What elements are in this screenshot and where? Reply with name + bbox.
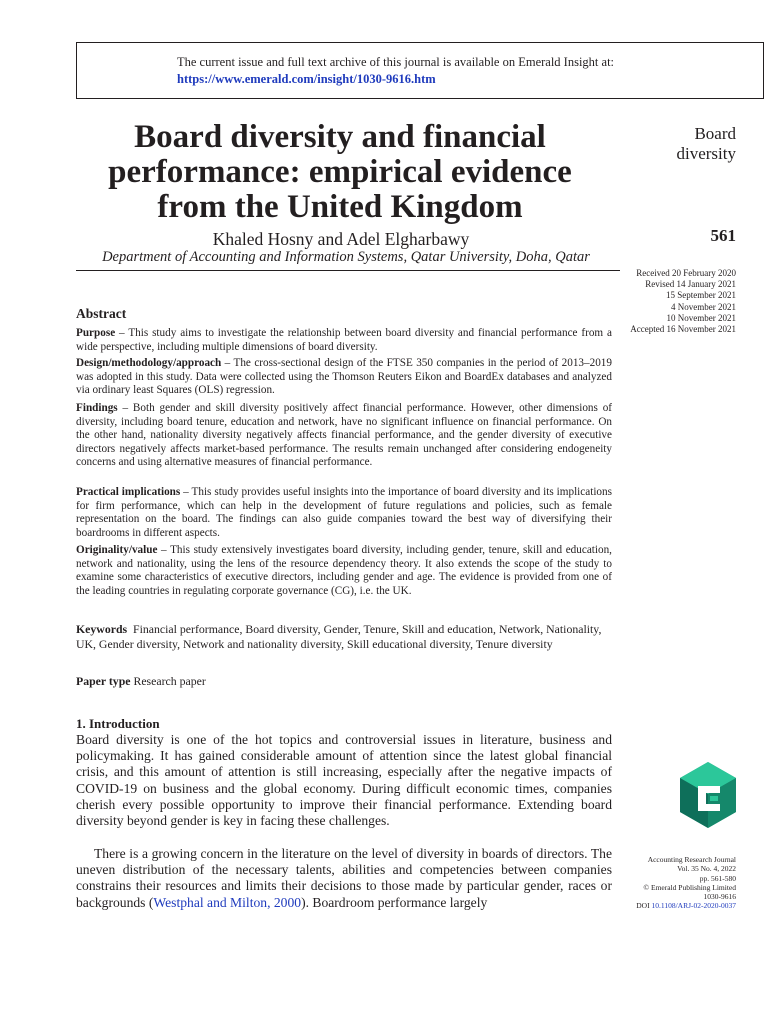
article-title — [70, 120, 610, 225]
section-text: This study provides useful insights into the importance of board diversity and its implications for firm performance, which can help in the development of future regulations and policies, such as female representation on the board. The findings can also guide companies toward the best way of diversifying their boardrooms in different aspects. — [76, 486, 612, 539]
date-line: Received 20 February 2020 — [636, 268, 736, 278]
abstract-heading: Abstract — [76, 306, 127, 321]
date-line: Revised 14 January 2021 — [645, 279, 736, 290]
section-label: Originality/value — [76, 544, 158, 556]
keywords-list: Financial performance, Board diversity, Gender, Tenure, Skill and education, Network, Nationality, UK, Gender diversity, Network and nationality diversity, Skill educational diversity, Tenure diversity — [76, 622, 602, 651]
abstract-design — [76, 357, 612, 398]
separator: – — [157, 544, 171, 556]
journal-name: Accounting Research Journal — [647, 855, 736, 864]
paragraph-text: There is a growing concern in the literature on the level of diversity in boards of directors. The uneven distribution of the necessary talents, abilities and competencies between companies constrains their resources and limits their decisions to those made by particular gender, races or backgrounds ( — [76, 846, 612, 910]
paper-type — [76, 674, 206, 689]
publisher: © Emerald Publishing Limited — [643, 882, 736, 892]
title-line: Board diversity and financial — [134, 119, 546, 155]
date-line: Accepted 16 November 2021 — [630, 324, 736, 335]
section-text: This study extensively investigates board diversity, including gender, tenure, skill and education, network and nationality, using the lens of the resource dependency theory. It also extends the scope of the study to examine some characteristics of executive directors, including gender and age. The evidence is provided from one of the leading countries in regulating corporate governance (CG), i.e. the UK. — [76, 544, 612, 597]
separator: – — [221, 357, 234, 369]
section-label: Practical implications — [76, 486, 181, 498]
section-text: The cross-sectional design of the FTSE 350 companies in the period of 2013–2019 was adopted in this study. Data were collected using the Thomson Reuters Eikon and BoardEx databases and analyzed via ordinary least Squares (OLS) regression. — [76, 357, 612, 396]
section-label: Findings — [76, 402, 118, 414]
section-text: This study aims to investigate the relationship between board diversity and financial performance from a wide perspective, including multiple dimensions of board diversity. — [76, 327, 612, 353]
abstract-findings — [76, 402, 612, 470]
separator: – — [115, 327, 129, 339]
doi-link[interactable]: 10.1108/ARJ-02-2020-0037 — [651, 901, 736, 911]
separator: – — [117, 402, 133, 414]
journal-link[interactable]: https://www.emerald.com/insight/1030-9616.htm — [177, 72, 436, 86]
header-rule — [76, 270, 620, 271]
history-dates — [612, 268, 736, 335]
abstract-originality — [76, 544, 612, 598]
keywords — [76, 622, 616, 652]
date-line: 4 November 2021 — [671, 301, 736, 312]
title-line: from the United Kingdom — [157, 189, 523, 225]
running-head-line: Board — [694, 124, 736, 143]
intro-paragraph-2 — [76, 846, 612, 911]
paragraph-text: ). Boardroom performance largely — [301, 894, 488, 910]
access-banner — [76, 42, 764, 99]
keywords-label: Keywords — [76, 622, 128, 636]
doi-label: DOI — [636, 901, 650, 911]
date-line: 15 September 2021 — [666, 290, 736, 301]
section-label: Purpose — [76, 327, 116, 339]
journal-volume: Vol. 35 No. 4, 2022 — [677, 864, 736, 874]
journal-info — [612, 855, 736, 911]
doi-line — [612, 901, 736, 910]
issn: 1030-9616 — [703, 892, 736, 902]
paper-type-value: Research paper — [133, 674, 206, 688]
section-label: Design/methodology/approach — [76, 357, 222, 369]
date-line: 10 November 2021 — [666, 312, 736, 323]
section-heading: 1. Introduction — [76, 716, 160, 731]
separator: – — [180, 486, 192, 498]
emerald-logo-icon — [678, 760, 738, 830]
title-line: performance: empirical evidence — [108, 154, 572, 190]
running-head — [640, 124, 736, 164]
intro-paragraph-1: Board diversity is one of the hot topics and controversial issues in literature, business and policymaking. It has gained considerable amount of attention since the latest global financial crisis, and this amount of attention is still increasing, especially after the negative impacts of COVID-19 on business and the global economy. During difficult economic times, companies cherish every possible opportunity to improve their financial performance. Extending board diversity beyond gender is key in facing these challenges. — [76, 732, 612, 829]
authors: Khaled Hosny and Adel Elgharbawy — [212, 229, 470, 249]
abstract-implications — [76, 486, 612, 540]
journal-pages: pp. 561-580 — [699, 873, 736, 883]
section-text: Both gender and skill diversity positively affect financial performance. However, other dimensions of diversity, including board tenure, education and network, have no significant influence on financial performance. On the other hand, nationality diversity negatively affects financial performance, and the gender diversity of executive directors negatively affects market-based performance. The results remain unchanged after considering endogeneity concerns and using alternative measures of financial performance. — [76, 402, 613, 468]
banner-text: The current issue and full text archive of this journal is available on Emerald Insight at: — [177, 55, 615, 69]
page-number: 561 — [710, 226, 736, 245]
affiliation: Department of Accounting and Information Systems, Qatar University, Doha, Qatar — [102, 249, 590, 265]
citation-link[interactable]: Westphal and Milton, 2000 — [153, 894, 302, 910]
abstract-purpose — [76, 327, 612, 354]
paper-type-label: Paper type — [76, 674, 131, 688]
running-head-line: diversity — [676, 144, 736, 163]
